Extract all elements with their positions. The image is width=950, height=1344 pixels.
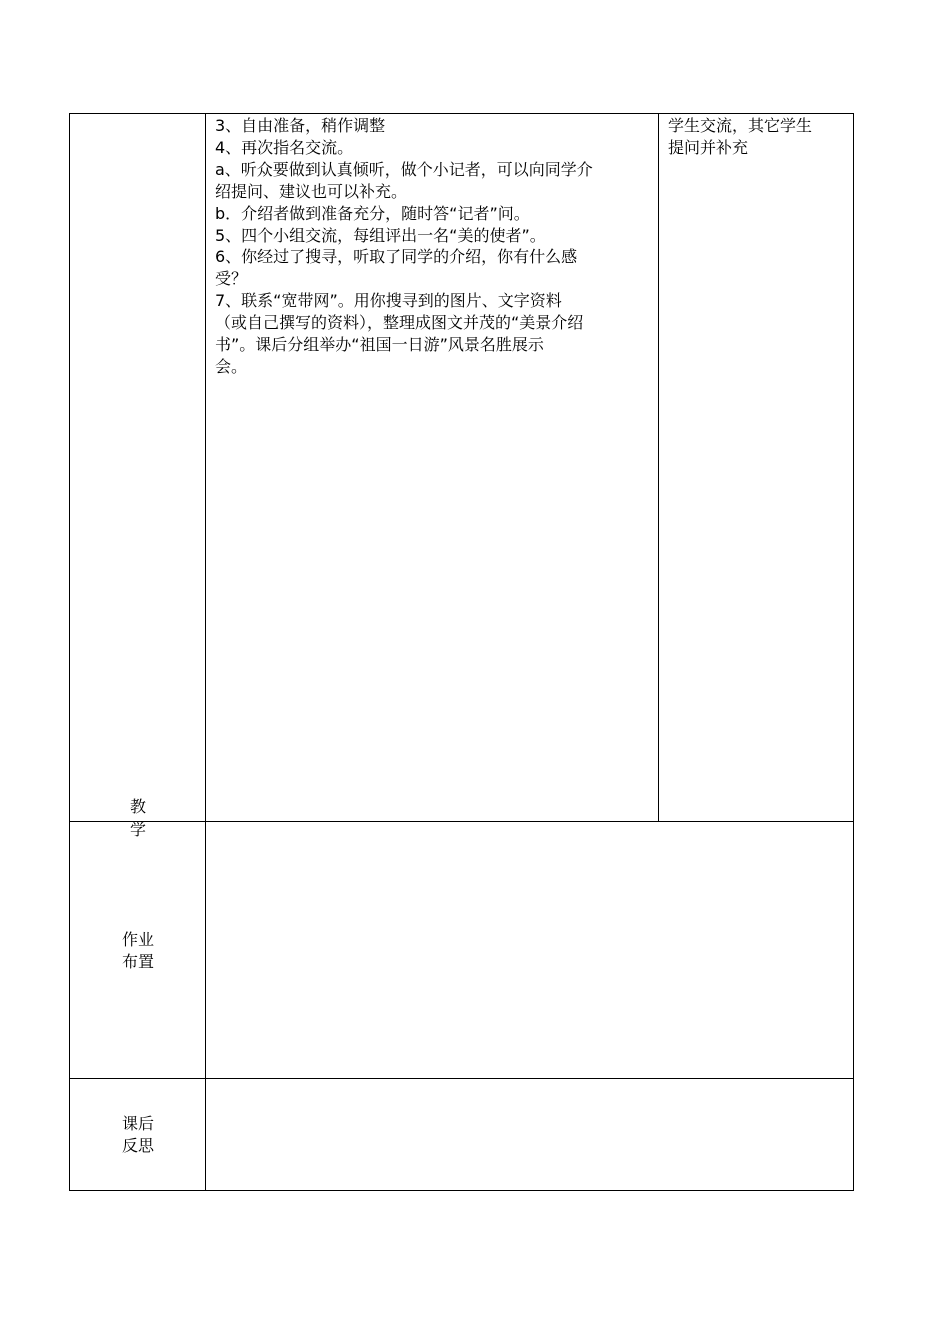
reflection-content-cell[interactable] — [206, 1079, 853, 1190]
teaching-line: 受？ — [215, 269, 248, 288]
teaching-line: 绍提问、建议也可以补充。 — [215, 182, 408, 201]
reflection-label — [100, 1113, 176, 1157]
teaching-line: 书”。课后分组举办“祖国一日游”风景名胜展示 — [215, 335, 544, 354]
teaching-line: 6、你经过了搜寻，听取了同学的介绍，你有什么感 — [215, 247, 578, 266]
student-line: 学生交流，其它学生 — [668, 116, 813, 135]
teaching-line: 5、四个小组交流，每组评出一名“美的使者”。 — [215, 226, 546, 245]
table-border-top — [69, 113, 854, 114]
homework-content-cell[interactable] — [206, 822, 853, 1078]
reflection-label-line: 课后 — [121, 1114, 154, 1133]
reflection-label-line: 反思 — [121, 1136, 154, 1155]
teaching-line: 4、再次指名交流。 — [215, 138, 354, 157]
teaching-line: 3、自由准备，稍作调整 — [215, 116, 386, 135]
teaching-line: 会。 — [215, 357, 248, 376]
table-border-bottom — [69, 1190, 854, 1191]
teaching-line: a、听众要做到认真倾听，做个小记者，可以向同学介 — [215, 160, 593, 179]
teaching-label-char-1: 教 — [129, 797, 146, 816]
student-column-divider — [658, 113, 659, 822]
table-border-left — [69, 113, 70, 1191]
homework-label-line: 布置 — [121, 952, 154, 971]
homework-label-line: 作业 — [121, 930, 154, 949]
teaching-line: b．介绍者做到准备充分，随时答“记者”问。 — [215, 204, 530, 223]
homework-label — [100, 929, 176, 973]
student-line: 提问并补充 — [668, 138, 749, 157]
teaching-label-char-2: 学 — [129, 820, 146, 839]
teaching-line: （或自己撰写的资料），整理成图文并茂的“美景介绍 — [215, 313, 584, 332]
table-border-right — [853, 113, 854, 1191]
teaching-line: 7、联系“宽带网”。用你搜寻到的图片、文字资料 — [215, 291, 562, 310]
